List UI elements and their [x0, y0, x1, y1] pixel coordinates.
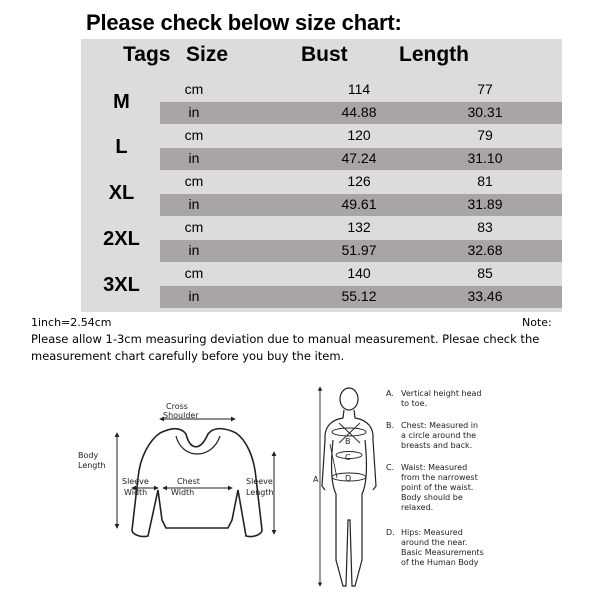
length-cell: 77	[477, 81, 493, 97]
size-tag: 2XL	[103, 228, 140, 250]
legend-line: a circle around the	[401, 431, 477, 440]
bust-cell: 140	[347, 265, 371, 281]
length-cell: 33.46	[467, 288, 503, 304]
size-chart-title: Please check below size chart:	[86, 10, 402, 35]
bust-cell: 49.61	[341, 196, 377, 212]
unit-cell: cm	[184, 173, 204, 189]
length-cell: 30.31	[467, 104, 503, 120]
body-letter-d: D	[345, 474, 352, 483]
length-cell: 85	[477, 265, 493, 281]
unit-cell: in	[188, 104, 200, 120]
header-length: Length	[399, 43, 469, 66]
body-length-label: Body	[78, 451, 99, 460]
header-bust: Bust	[301, 43, 348, 66]
chest-width-label: Chest	[177, 477, 200, 486]
body-figure	[322, 388, 376, 586]
body-letter-a: A	[313, 475, 319, 484]
bust-cell: 47.24	[341, 150, 377, 166]
conversion-text: 1inch=2.54cm	[31, 316, 112, 329]
legend-line: breasts and back.	[401, 441, 473, 450]
note-text: Please allow 1-3cm measuring deviation due to manual measurement. Plesae check the measurement chart carefully before you buy the item.	[31, 332, 540, 363]
unit-cell: in	[188, 196, 200, 212]
chest-width-label: Width	[171, 488, 195, 497]
length-cell: 81	[477, 173, 493, 189]
legend-key: C.	[386, 463, 395, 472]
sleeve-length-label: Length	[246, 488, 274, 497]
cross-shoulder-label: Cross	[166, 402, 188, 411]
unit-cell: cm	[184, 219, 204, 235]
size-tag: 3XL	[103, 274, 140, 296]
unit-cell: cm	[184, 81, 204, 97]
size-tag: XL	[108, 182, 135, 204]
legend-key: A.	[386, 389, 394, 398]
legend-line: Basic Measurements	[401, 548, 484, 557]
bust-cell: 114	[347, 81, 371, 97]
length-cell: 83	[477, 219, 493, 235]
header-tags: Tags	[123, 43, 171, 66]
legend-line: Waist: Measured	[401, 463, 468, 472]
legend-line: relaxed.	[401, 503, 434, 512]
sleeve-length-label: Sleeve	[246, 477, 273, 486]
legend-line: around the near.	[401, 538, 468, 547]
body-letter-c: C	[345, 453, 351, 462]
body-letter-b: B	[345, 437, 351, 446]
legend-line: Body should be	[401, 493, 463, 502]
legend-line: Hips: Measured	[401, 528, 463, 537]
body-legend	[386, 389, 484, 567]
sleeve-width-label: Width	[124, 488, 148, 497]
bust-cell: 44.88	[341, 104, 377, 120]
length-cell: 31.89	[467, 196, 503, 212]
length-cell: 31.10	[467, 150, 503, 166]
legend-line: Chest: Measured in	[401, 421, 479, 430]
legend-line: of the Human Body	[401, 558, 479, 567]
legend-key: D.	[386, 528, 395, 537]
unit-cell: in	[188, 288, 200, 304]
header-size: Size	[186, 43, 229, 66]
unit-cell: in	[188, 242, 200, 258]
note-label: Note:	[522, 316, 552, 329]
sleeve-width-label: Sleeve	[122, 477, 149, 486]
bust-cell: 120	[347, 127, 371, 143]
bust-cell: 126	[347, 173, 371, 189]
unit-cell: in	[188, 150, 200, 166]
legend-key: B.	[386, 421, 395, 430]
body-length-label: Length	[78, 461, 106, 470]
size-tag: L	[115, 136, 128, 158]
length-cell: 79	[477, 127, 493, 143]
cross-shoulder-label: Shoulder	[163, 411, 199, 420]
legend-line: from the narrowest	[401, 473, 478, 482]
legend-line: Vertical height head	[401, 389, 482, 398]
unit-cell: cm	[184, 265, 204, 281]
bust-cell: 132	[347, 219, 371, 235]
legend-line: point of the waist.	[401, 483, 474, 492]
legend-line: to toe.	[401, 399, 428, 408]
length-cell: 32.68	[467, 242, 503, 258]
bust-cell: 51.97	[341, 242, 377, 258]
unit-cell: cm	[184, 127, 204, 143]
bust-cell: 55.12	[341, 288, 377, 304]
size-tag: M	[113, 91, 130, 113]
